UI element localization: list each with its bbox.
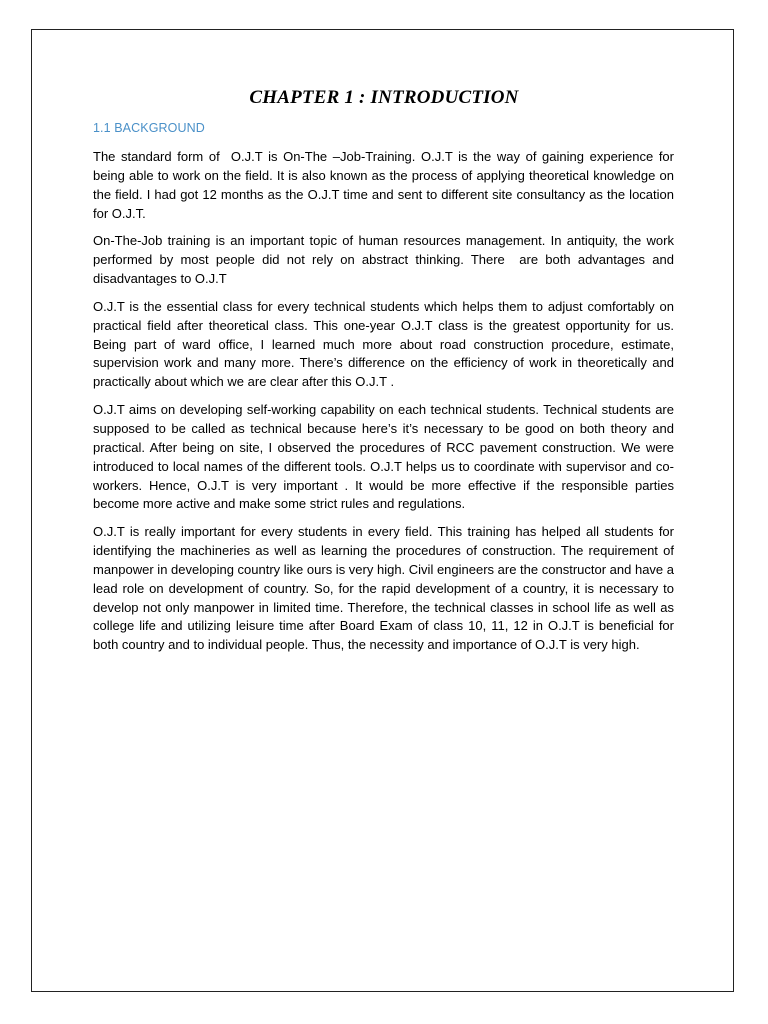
chapter-title: CHAPTER 1 : INTRODUCTION (249, 87, 519, 108)
paragraph: O.J.T aims on developing self-working capability on each technical students. Technical students are supposed to be called as technical because here’s it’s necessary to be good on both theory and practical. After being on site, I observed the procedures of RCC pavement construction. We were introduced to local names of the different tools. O.J.T helps us to coordinate with supervisor and co-workers. Hence, O.J.T is very important . It would be more effective if the responsible parties become more active and make some strict rules and regulations. (93, 402, 678, 512)
paragraph: On-The-Job training is an important topic of human resources management. In antiquity, the work performed by most people did not rely on abstract thinking. There are both advantages and disadvantages to O.J.T (93, 233, 678, 287)
body-text (93, 148, 678, 664)
paragraph: O.J.T is really important for every students in every field. This training has helped all students for identifying the machineries as well as learning the procedures of construction. The requirement of manpower in developing country like ours is very high. Civil engineers are the constructor and have a lead role on development of country. So, for the rapid development of a country, it is necessary to develop not only manpower in limited time. Therefore, the technical classes in school life as well as college life and utilizing leisure time after Board Exam of class 10, 11, 12 in O.J.T is beneficial for both country and to individual people. Thus, the necessity and importance of O.J.T is very high. (93, 524, 678, 653)
paragraph: O.J.T is the essential class for every technical students which helps them to adjust comfortably on practical field after theoretical class. This one-year O.J.T class is the greatest opportunity for us. Being part of ward office, I learned much more about road construction procedure, estimate, supervision work and many more. There’s difference on the efficiency of work in theoretically and practically about which we are clear after this O.J.T . (93, 298, 678, 390)
paragraph: The standard form of O.J.T is On-The –Job-Training. O.J.T is the way of gaining experience for being able to work on the field. It is also known as the process of applying theoretical knowledge on the field. I had got 12 months as the O.J.T time and sent to different site consultancy as the location for O.J.T. (93, 149, 678, 221)
section-heading: 1.1 BACKGROUND (93, 121, 205, 135)
